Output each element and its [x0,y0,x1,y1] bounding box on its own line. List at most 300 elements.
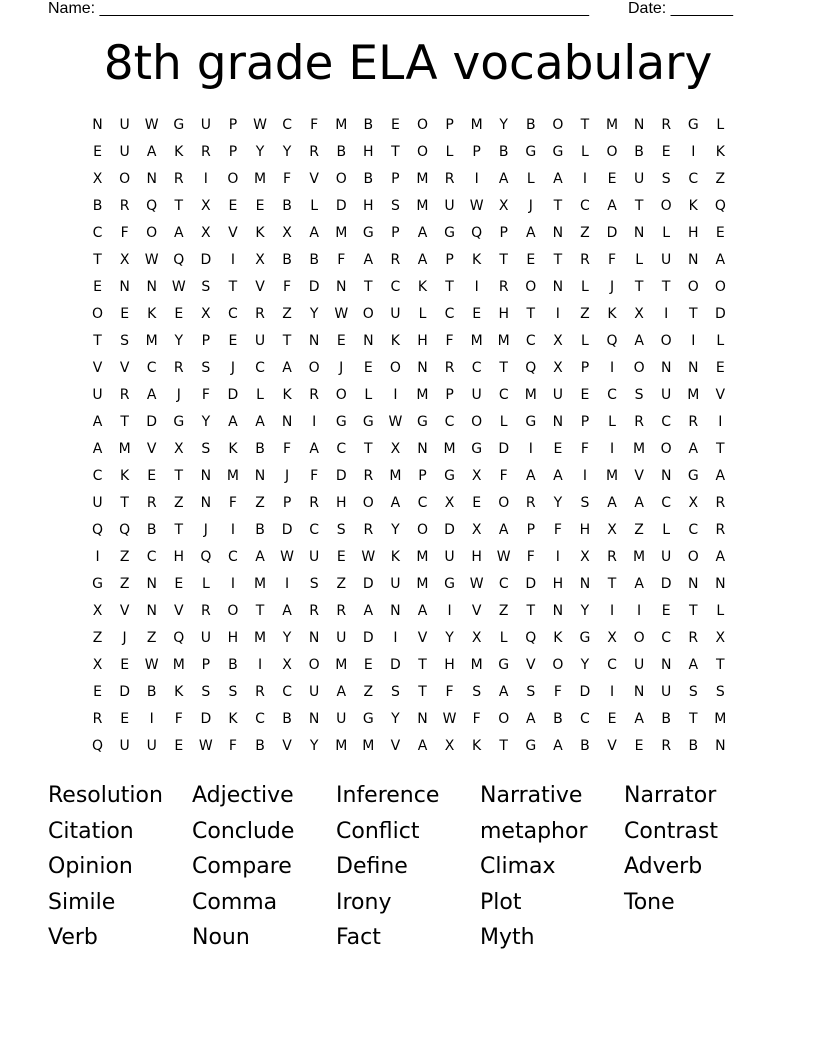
grid-letter: E [174,576,184,592]
grid-letter: N [660,468,672,484]
grid-letter: P [445,117,454,133]
grid-letter: T [364,279,373,295]
grid-letter: Y [201,414,211,430]
grid-letter: B [255,522,265,538]
grid-letter: M [335,738,348,754]
grid-row [84,490,734,517]
grid-letter: A [715,468,726,484]
grid-letter: O [498,711,510,727]
grid-letter: A [607,495,617,511]
grid-letter: Y [255,144,265,160]
grid-letter: C [255,711,265,727]
grid-letter: H [335,495,347,511]
grid-letter: D [390,657,401,673]
grid-letter: X [634,306,644,322]
grid-letter: V [119,360,130,376]
grid-letter: C [688,522,699,538]
grid-letter: D [146,414,158,430]
grid-letter: Z [255,495,265,511]
grid-letter: X [471,630,482,646]
grid-letter: L [716,603,725,619]
grid-letter: S [201,684,211,700]
grid-letter: U [633,171,645,187]
grid-letter: L [445,144,454,160]
grid-letter: X [92,171,103,187]
grid-letter: N [146,576,157,592]
grid-letter: X [119,252,130,268]
grid-row [84,328,734,355]
grid-letter: K [715,144,725,160]
grid-letter: H [552,576,564,592]
grid-letter: T [391,144,400,160]
grid-letter: S [634,387,644,403]
grid-letter: M [172,657,185,673]
grid-letter: P [580,414,590,430]
grid-letter: W [334,306,349,322]
vocabulary-word: Climax [480,854,556,880]
grid-letter: A [715,549,726,565]
grid-letter: E [526,252,536,268]
vocabulary-word: Adjective [192,783,294,808]
grid-letter: I [447,603,452,619]
grid-letter: K [688,198,698,214]
grid-letter: I [203,171,208,187]
grid-letter: D [579,684,591,700]
grid-letter: H [579,522,591,538]
grid-letter: U [444,549,455,565]
grid-letter: S [688,684,698,700]
grid-letter: Q [471,225,483,241]
grid-letter: K [607,306,617,322]
grid-letter: J [339,360,344,376]
grid-letter: H [363,198,374,214]
grid-letter: Z [173,495,184,511]
grid-row [84,571,734,598]
grid-letter: H [471,549,482,565]
grid-letter: N [633,117,645,133]
grid-letter: A [526,711,536,727]
grid-letter: V [309,171,319,187]
grid-letter: T [499,738,508,754]
grid-letter: D [200,711,212,727]
grid-letter: S [201,279,211,295]
grid-letter: F [283,171,292,187]
grid-letter: M [470,657,483,673]
grid-letter: H [444,657,455,673]
grid-letter: N [200,495,212,511]
grid-letter: M [118,441,131,457]
grid-letter: R [634,414,644,430]
grid-letter: F [580,441,589,457]
grid-letter: B [363,171,374,187]
grid-letter: W [361,549,376,565]
grid-letter: S [201,360,211,376]
grid-letter: N [688,576,699,592]
grid-letter: O [660,198,672,214]
grid-row [84,517,734,544]
grid-letter: U [200,630,211,646]
grid-letter: C [444,306,455,322]
grid-letter: T [174,522,184,538]
grid-letter: X [607,630,617,646]
grid-letter: I [718,414,723,430]
grid-letter: R [309,603,320,619]
letter-grid [84,112,734,760]
grid-letter: T [526,603,536,619]
grid-letter: R [255,684,265,700]
grid-letter: I [474,171,479,187]
grid-letter: G [525,144,537,160]
grid-letter: G [173,117,185,133]
grid-letter: N [146,603,157,619]
grid-letter: X [92,657,103,673]
grid-letter: E [228,198,238,214]
grid-letter: Q [200,549,212,565]
grid-letter: D [200,252,212,268]
grid-letter: N [308,711,320,727]
grid-letter: T [716,657,725,673]
grid-letter: N [579,576,591,592]
grid-letter: B [92,198,103,214]
grid-letter: A [255,549,265,565]
grid-letter: O [308,657,320,673]
grid-letter: M [416,171,429,187]
grid-letter: X [201,306,211,322]
grid-letter: O [498,495,510,511]
grid-letter: M [605,468,619,484]
grid-letter: U [92,387,103,403]
grid-letter: M [687,387,700,403]
grid-letter: K [390,333,400,349]
grid-letter: X [580,549,590,565]
grid-letter: B [255,441,265,457]
grid-letter: O [362,495,374,511]
grid-letter: J [230,360,235,376]
grid-letter: G [444,468,455,484]
grid-letter: S [228,684,238,700]
grid-letter: A [634,711,644,727]
grid-letter: R [444,360,455,376]
grid-letter: Z [363,684,374,700]
grid-letter: I [230,576,235,592]
grid-letter: F [607,252,617,268]
grid-letter: T [120,495,129,511]
grid-letter: Z [119,576,130,592]
grid-letter: E [661,603,671,619]
grid-letter: R [363,468,374,484]
grid-letter: T [255,603,265,619]
grid-letter: I [230,252,235,268]
grid-letter: G [687,117,699,133]
grid-letter: N [552,225,564,241]
grid-letter: H [227,630,239,646]
grid-letter: I [257,657,263,673]
name-field-label: Name: _______________________________________________________ [48,0,589,17]
grid-letter: Q [92,738,104,754]
grid-row [84,193,734,220]
grid-letter: A [390,495,401,511]
grid-letter: U [471,387,482,403]
grid-letter: E [120,306,130,322]
grid-letter: W [144,117,159,133]
grid-letter: L [499,414,508,430]
grid-letter: A [173,225,184,241]
grid-letter: W [442,711,457,727]
grid-letter: D [606,225,618,241]
grid-row [84,139,734,166]
grid-letter: O [552,657,564,673]
grid-letter: P [418,468,427,484]
grid-letter: B [525,117,536,133]
grid-letter: T [634,198,644,214]
grid-letter: F [283,441,292,457]
grid-letter: R [119,387,130,403]
grid-letter: O [119,171,131,187]
grid-letter: U [444,198,455,214]
grid-letter: Q [714,198,726,214]
grid-letter: Q [119,522,131,538]
vocabulary-word: Conflict [336,818,420,844]
grid-letter: G [498,657,510,673]
grid-letter: S [120,333,130,349]
grid-letter: B [336,144,347,160]
grid-letter: M [524,387,537,403]
grid-letter: E [715,225,725,241]
grid-letter: E [363,657,373,673]
grid-letter: J [203,522,208,538]
grid-row [84,301,734,328]
grid-letter: K [120,468,130,484]
vocabulary-word: Citation [48,818,134,844]
grid-letter: U [633,657,645,673]
grid-letter: G [362,711,374,727]
grid-letter: E [607,171,617,187]
grid-letter: B [282,252,292,268]
grid-letter: V [119,603,130,619]
grid-letter: A [92,414,103,430]
grid-letter: N [688,360,699,376]
grid-letter: A [498,684,509,700]
grid-letter: O [687,549,699,565]
word-row [48,885,768,921]
grid-letter: H [498,306,509,322]
vocabulary-word: metaphor [480,818,588,844]
grid-letter: B [228,657,238,673]
grid-letter: O [633,360,645,376]
grid-letter: S [336,522,346,538]
grid-letter: V [282,738,292,754]
grid-letter: X [715,630,726,646]
grid-letter: R [200,144,211,160]
grid-letter: G [471,441,483,457]
grid-letter: U [309,549,320,565]
grid-letter: F [120,225,129,241]
grid-letter: M [389,468,402,484]
grid-letter: B [553,711,563,727]
grid-letter: I [582,468,588,484]
grid-letter: X [390,441,401,457]
grid-letter: X [444,495,455,511]
grid-letter: J [285,468,290,484]
grid-letter: A [146,387,157,403]
grid-letter: A [282,603,292,619]
grid-letter: N [660,657,672,673]
grid-letter: A [634,576,644,592]
grid-letter: M [362,738,375,754]
grid-letter: A [92,441,103,457]
grid-letter: R [498,279,509,295]
grid-letter: F [228,495,237,511]
grid-letter: U [309,684,320,700]
grid-letter: R [661,738,672,754]
grid-letter: C [688,171,699,187]
grid-letter: W [280,549,294,565]
vocabulary-word: Verb [48,925,98,951]
grid-letter: E [390,117,400,133]
grid-letter: O [227,171,239,187]
grid-letter: S [661,171,671,187]
grid-letter: A [526,225,536,241]
grid-letter: M [633,441,646,457]
grid-letter: T [174,198,184,214]
grid-letter: A [363,603,374,619]
grid-letter: A [553,468,563,484]
grid-letter: E [93,144,102,160]
grid-letter: E [634,738,644,754]
grid-letter: U [336,630,347,646]
grid-letter: O [471,414,483,430]
grid-letter: D [714,306,726,322]
grid-letter: U [119,144,130,160]
grid-letter: A [336,684,347,700]
grid-letter: G [444,225,455,241]
grid-letter: M [714,711,727,727]
grid-letter: R [363,522,374,538]
grid-letter: R [715,495,726,511]
grid-letter: R [607,549,617,565]
grid-letter: P [201,657,211,673]
grid-letter: U [390,576,401,592]
grid-letter: L [635,252,643,268]
grid-letter: Q [146,198,158,214]
grid-letter: E [93,279,102,295]
grid-letter: N [119,279,130,295]
grid-row [84,733,734,760]
grid-letter: F [445,333,454,349]
grid-letter: R [119,198,130,214]
grid-letter: B [363,117,374,133]
grid-letter: N [633,684,645,700]
grid-letter: C [146,360,157,376]
grid-letter: U [661,549,672,565]
grid-letter: W [144,252,159,268]
grid-letter: M [416,576,429,592]
grid-letter: C [471,360,482,376]
grid-letter: E [93,684,102,700]
grid-letter: R [173,360,184,376]
grid-letter: P [228,144,238,160]
grid-letter: Z [715,171,726,187]
grid-letter: A [553,171,563,187]
grid-letter: M [253,576,267,592]
grid-letter: B [146,522,157,538]
grid-letter: I [285,576,290,592]
grid-letter: R [444,171,455,187]
grid-letter: O [660,441,672,457]
grid-letter: U [336,711,347,727]
grid-letter: X [607,522,617,538]
grid-letter: N [633,225,645,241]
grid-letter: N [390,603,401,619]
grid-letter: F [445,684,454,700]
grid-letter: X [282,657,292,673]
vocabulary-word: Simile [48,889,116,915]
grid-letter: Y [391,522,400,538]
grid-letter: K [255,225,265,241]
grid-letter: I [528,441,533,457]
grid-letter: V [607,738,617,754]
grid-letter: Z [146,630,157,646]
grid-letter: Z [634,522,644,538]
grid-letter: O [335,171,347,187]
grid-letter: F [310,468,319,484]
vocabulary-word: Narrator [624,783,717,808]
grid-letter: C [255,360,265,376]
vocabulary-word: Irony [336,889,392,915]
grid-letter: Y [174,333,184,349]
grid-letter: N [417,711,428,727]
grid-letter: P [201,333,211,349]
grid-letter: G [417,414,428,430]
grid-letter: N [308,630,320,646]
grid-letter: Y [391,711,400,727]
grid-letter: F [553,522,562,538]
grid-letter: J [122,630,127,646]
grid-letter: Z [498,603,509,619]
grid-letter: C [661,414,672,430]
grid-letter: Z [119,549,130,565]
grid-letter: G [687,468,699,484]
grid-letter: M [416,198,429,214]
grid-row [84,382,734,409]
grid-letter: T [634,279,644,295]
grid-letter: Q [173,252,185,268]
grid-letter: T [445,279,454,295]
vocabulary-word: Compare [192,854,292,880]
grid-letter: C [282,684,292,700]
grid-letter: X [255,252,265,268]
grid-letter: G [362,414,374,430]
grid-letter: F [201,387,210,403]
grid-letter: M [633,549,646,565]
grid-letter: L [364,387,373,403]
grid-letter: O [146,225,158,241]
grid-letter: U [92,495,103,511]
grid-letter: B [146,684,157,700]
grid-letter: Q [173,630,185,646]
grid-letter: Q [606,333,618,349]
grid-letter: O [416,522,428,538]
grid-letter: A [417,603,428,619]
grid-letter: I [609,360,615,376]
grid-letter: Y [445,630,454,646]
grid-letter: I [230,522,235,538]
grid-letter: A [715,252,726,268]
grid-letter: F [228,738,237,754]
grid-letter: M [253,630,267,646]
grid-row [84,706,734,733]
grid-letter: F [337,252,346,268]
